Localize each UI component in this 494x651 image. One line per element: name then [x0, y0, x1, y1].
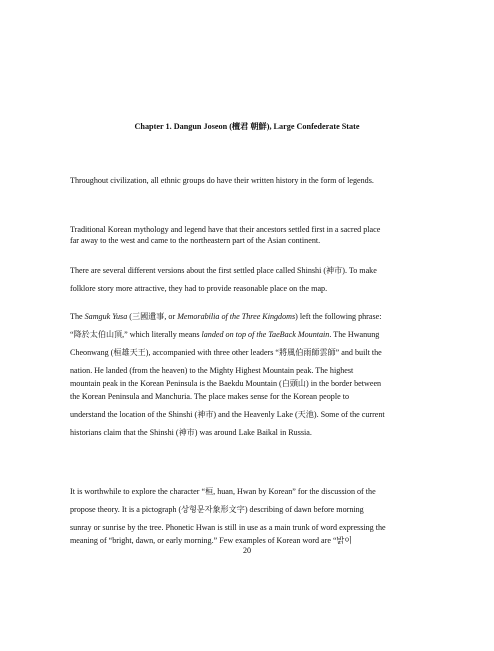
text-line: historians claim that the Shinshi (神市) was around Lake Baikal in Russia.	[70, 428, 312, 437]
paragraph-mythology	[70, 224, 432, 246]
text-fragment: ) left the following phrase:	[295, 312, 382, 321]
paragraph-shinshi	[70, 265, 432, 294]
page-number: 20	[242, 546, 252, 555]
text-line: understand the location of the Shinshi (神市) and the Heavenly Lake (天池). Some of the current	[70, 410, 385, 419]
text-line: Cheonwang (桓雄天王), accompanied with three other leaders “將風伯雨師雲師” and built the	[70, 348, 382, 357]
text-line: sunray or sunrise by the tree. Phonetic Hwan is still in use as a main trunk of word expressing the	[70, 523, 386, 532]
text-fragment: The	[70, 312, 85, 321]
text-line: There are several different versions about the first settled place called Shinshi (神市). To make	[70, 266, 377, 275]
chapter-title: Chapter 1. Dangun Joseon (檀君 朝鮮), Large Confederate State	[134, 122, 360, 131]
text-line: nation. He landed (from the heaven) to the Mighty Highest Mountain peak. The highest	[70, 366, 354, 375]
text-line: the Korean Peninsula and Manchuria. The place makes sense for the Korean people to	[70, 392, 349, 401]
text-line: meaning of “bright, dawn, or early morning.” Few examples of Korean word are “밝이	[70, 536, 353, 545]
text-fragment: “降於太伯山頂,” which literally means	[70, 330, 202, 339]
text-fragment: (三國遺事, or	[127, 312, 178, 321]
translation-phrase: landed on top of the TaeBack Mountain	[201, 330, 330, 339]
text-line: Traditional Korean mythology and legend have that their ancestors settled first in a sacred place	[70, 225, 381, 234]
paragraph-samguk-yusa	[70, 311, 432, 438]
book-title-english: Memorabilia of the Three Kingdoms	[177, 312, 296, 321]
text-line: propose theory. It is a pictograph (상형문자象形文字) describing of dawn before morning	[70, 505, 364, 514]
text-fragment: . The Hwanung	[329, 330, 380, 339]
book-title: Samguk Yusa	[84, 312, 128, 321]
text-line: far away to the west and came to the northeastern part of the Asian continent.	[70, 236, 321, 245]
text-line: folklore story more attractive, they had to provide reasonable place on the map.	[70, 284, 328, 293]
text-line	[70, 329, 432, 340]
text-line: Throughout civilization, all ethnic groups do have their written history in the form of legends.	[70, 176, 374, 185]
text-line: It is worthwhile to explore the character “桓, huan, Hwan by Korean” for the discussion of the	[70, 487, 376, 496]
paragraph-hwan-character	[70, 486, 432, 546]
paragraph-intro	[70, 175, 432, 186]
text-line	[70, 311, 432, 322]
text-line: mountain peak in the Korean Peninsula is the Baekdu Mountain (白頭山) in the border between	[70, 379, 382, 388]
